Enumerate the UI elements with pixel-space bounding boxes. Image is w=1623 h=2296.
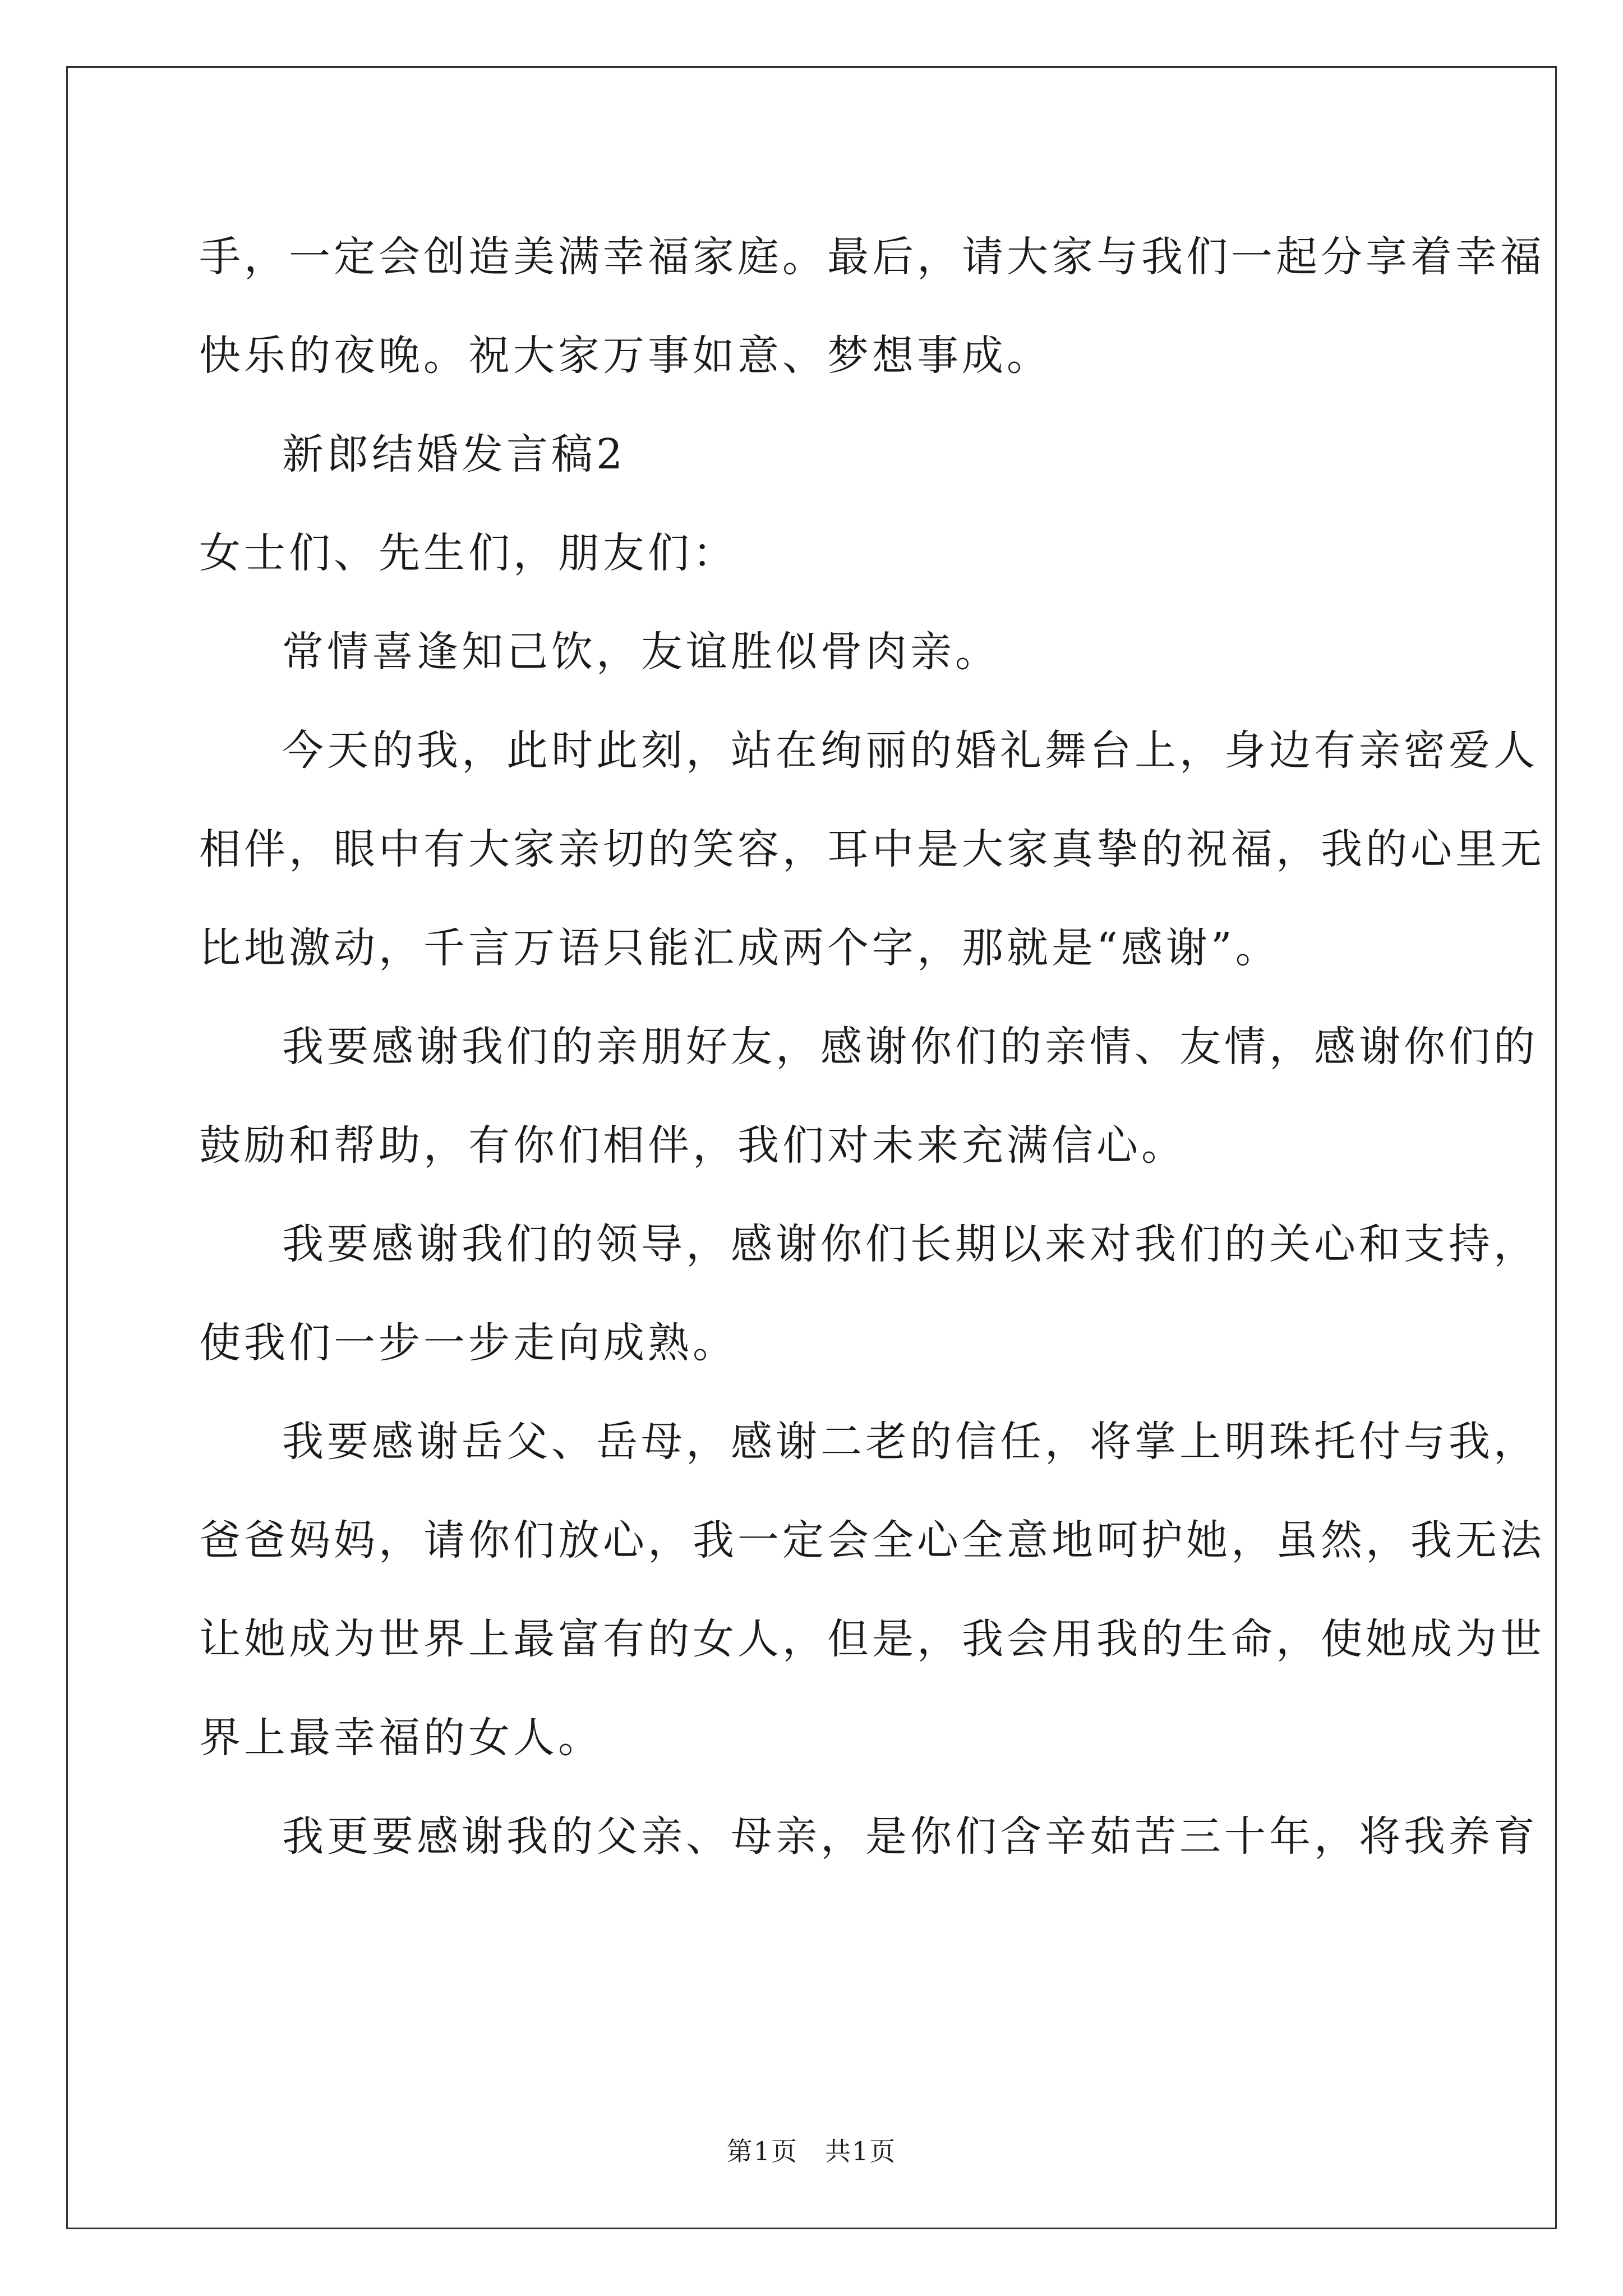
body-line: 我更要感谢我的父亲、母亲，是你们含辛茹苦三十年，将我养育 [282, 1812, 1538, 1861]
body-line: 我要感谢岳父、岳母，感谢二老的信任，将掌上明珠托付与我， [282, 1418, 1538, 1466]
body-line: 常情喜逢知己饮，友谊胜似骨肉亲。 [282, 628, 1000, 676]
body-line: 使我们一步一步走向成熟。 [199, 1319, 737, 1367]
body-line: 今天的我，此时此刻，站在绚丽的婚礼舞台上，身边有亲密爱人 [282, 726, 1538, 775]
body-line: 让她成为世界上最富有的女人，但是，我会用我的生命，使她成为世 [199, 1615, 1545, 1663]
salutation: 女士们、先生们，朋友们： [199, 529, 737, 577]
body-line: 我要感谢我们的领导，感谢你们长期以来对我们的关心和支持， [282, 1220, 1538, 1268]
page-number: 第1页 共1页 [726, 2136, 897, 2166]
body-line: 鼓励和帮助，有你们相伴，我们对未来充满信心。 [199, 1121, 1186, 1170]
body-line: 比地激动，千言万语只能汇成两个字，那就是“感谢”。 [199, 924, 1280, 972]
body-line: 手，一定会创造美满幸福家庭。最后，请大家与我们一起分享着幸福 [199, 233, 1545, 281]
body-line: 爸爸妈妈，请你们放心，我一定会全心全意地呵护她，虽然，我无法 [199, 1516, 1545, 1565]
body-line: 我要感谢我们的亲朋好友，感谢你们的亲情、友情，感谢你们的 [282, 1023, 1538, 1071]
body-line: 界上最幸福的女人。 [199, 1714, 603, 1762]
document-body [199, 208, 1545, 1886]
body-line: 相伴，眼中有大家亲切的笑容，耳中是大家真挚的祝福，我的心里无 [199, 825, 1545, 873]
body-line: 快乐的夜晚。祝大家万事如意、梦想事成。 [199, 332, 1052, 380]
section-heading: 新郎结婚发言稿2 [282, 430, 626, 478]
